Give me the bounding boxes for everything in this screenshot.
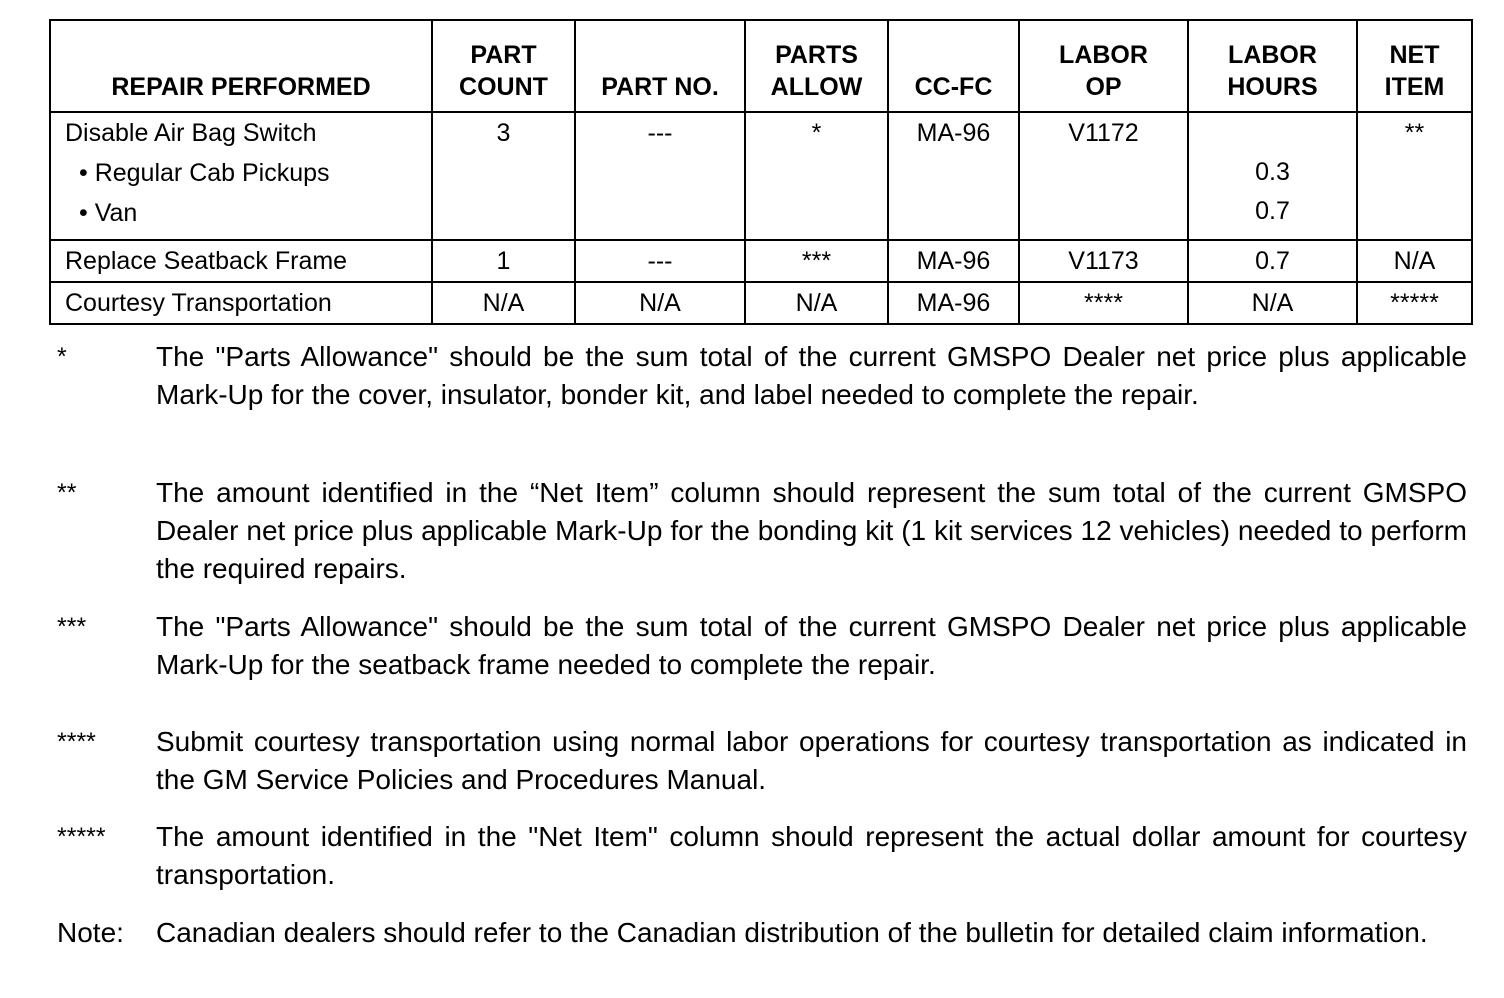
footnote bbox=[57, 608, 1467, 684]
header-part-count: PART COUNT bbox=[432, 20, 575, 112]
cc-fc-cell: MA-96 bbox=[888, 282, 1019, 324]
part-count-cell: 3 bbox=[432, 112, 575, 240]
part-count-cell: 1 bbox=[432, 240, 575, 282]
cc-fc-cell: MA-96 bbox=[888, 240, 1019, 282]
table-header-row bbox=[50, 20, 1472, 112]
footnote-marker: Note: bbox=[57, 917, 124, 948]
footnote bbox=[57, 474, 1467, 588]
footnote bbox=[57, 818, 1467, 894]
header-labor-hours: LABOR HOURS bbox=[1188, 20, 1357, 112]
parts-allow-cell: *** bbox=[745, 240, 888, 282]
footnote-text: The amount identified in the "Net Item" column should represent the actual dollar amount for courtesy transportation. bbox=[156, 821, 1467, 890]
part-no-cell: N/A bbox=[575, 282, 745, 324]
labor-op-cell: **** bbox=[1019, 282, 1188, 324]
footnote-marker: **** bbox=[57, 728, 96, 756]
part-no-cell: --- bbox=[575, 240, 745, 282]
table-row bbox=[50, 282, 1472, 324]
net-item-cell: ***** bbox=[1357, 282, 1472, 324]
footnote-marker: ** bbox=[57, 479, 77, 507]
net-item-cell: N/A bbox=[1357, 240, 1472, 282]
footnote bbox=[57, 723, 1467, 799]
footnote-marker: ***** bbox=[57, 823, 106, 851]
header-labor-op: LABOR OP bbox=[1019, 20, 1188, 112]
footnote-marker: * bbox=[57, 343, 67, 371]
labor-hours-cell: N/A bbox=[1188, 282, 1357, 324]
parts-allow-cell: N/A bbox=[745, 282, 888, 324]
cc-fc-cell: MA-96 bbox=[888, 112, 1019, 240]
part-no-cell: --- bbox=[575, 112, 745, 240]
footnote-text: The amount identified in the “Net Item” column should represent the sum total of the current GMSPO Dealer net price plus applicable Mark-Up for the bonding kit (1 kit services 12 vehicles) needed to perform the required repairs. bbox=[156, 477, 1467, 584]
header-net-item: NET ITEM bbox=[1357, 20, 1472, 112]
table-row bbox=[50, 240, 1472, 282]
footnote-marker: *** bbox=[57, 613, 87, 641]
repair-cell: Disable Air Bag Switch • Regular Cab Pickups • Van bbox=[50, 112, 432, 240]
part-count-cell: N/A bbox=[432, 282, 575, 324]
parts-allow-cell: * bbox=[745, 112, 888, 240]
labor-hours-cell: 0.3 0.7 bbox=[1188, 112, 1357, 240]
labor-hours-cell: 0.7 bbox=[1188, 240, 1357, 282]
net-item-cell: ** bbox=[1357, 112, 1472, 240]
footnote bbox=[57, 914, 1467, 952]
header-repair-performed: REPAIR PERFORMED bbox=[50, 20, 432, 112]
footnote-text: The "Parts Allowance" should be the sum total of the current GMSPO Dealer net price plus applicable Mark-Up for the cover, insulator, bonder kit, and label needed to complete the repair. bbox=[156, 341, 1467, 410]
footnote-text: The "Parts Allowance" should be the sum total of the current GMSPO Dealer net price plus applicable Mark-Up for the seatback frame needed to complete the repair. bbox=[156, 611, 1467, 680]
header-parts-allow: PARTS ALLOW bbox=[745, 20, 888, 112]
footnote bbox=[57, 338, 1467, 414]
labor-claim-table bbox=[49, 19, 1473, 325]
header-cc-fc: CC-FC bbox=[888, 20, 1019, 112]
repair-cell: Replace Seatback Frame bbox=[50, 240, 432, 282]
labor-op-cell: V1173 bbox=[1019, 240, 1188, 282]
labor-op-cell: V1172 bbox=[1019, 112, 1188, 240]
repair-cell: Courtesy Transportation bbox=[50, 282, 432, 324]
footnote-text: Submit courtesy transportation using normal labor operations for courtesy transportation as indicated in the GM Service Policies and Procedures Manual. bbox=[156, 726, 1467, 795]
header-part-no: PART NO. bbox=[575, 20, 745, 112]
footnote-text: Canadian dealers should refer to the Canadian distribution of the bulletin for detailed claim information. bbox=[156, 917, 1428, 948]
table-row bbox=[50, 112, 1472, 240]
